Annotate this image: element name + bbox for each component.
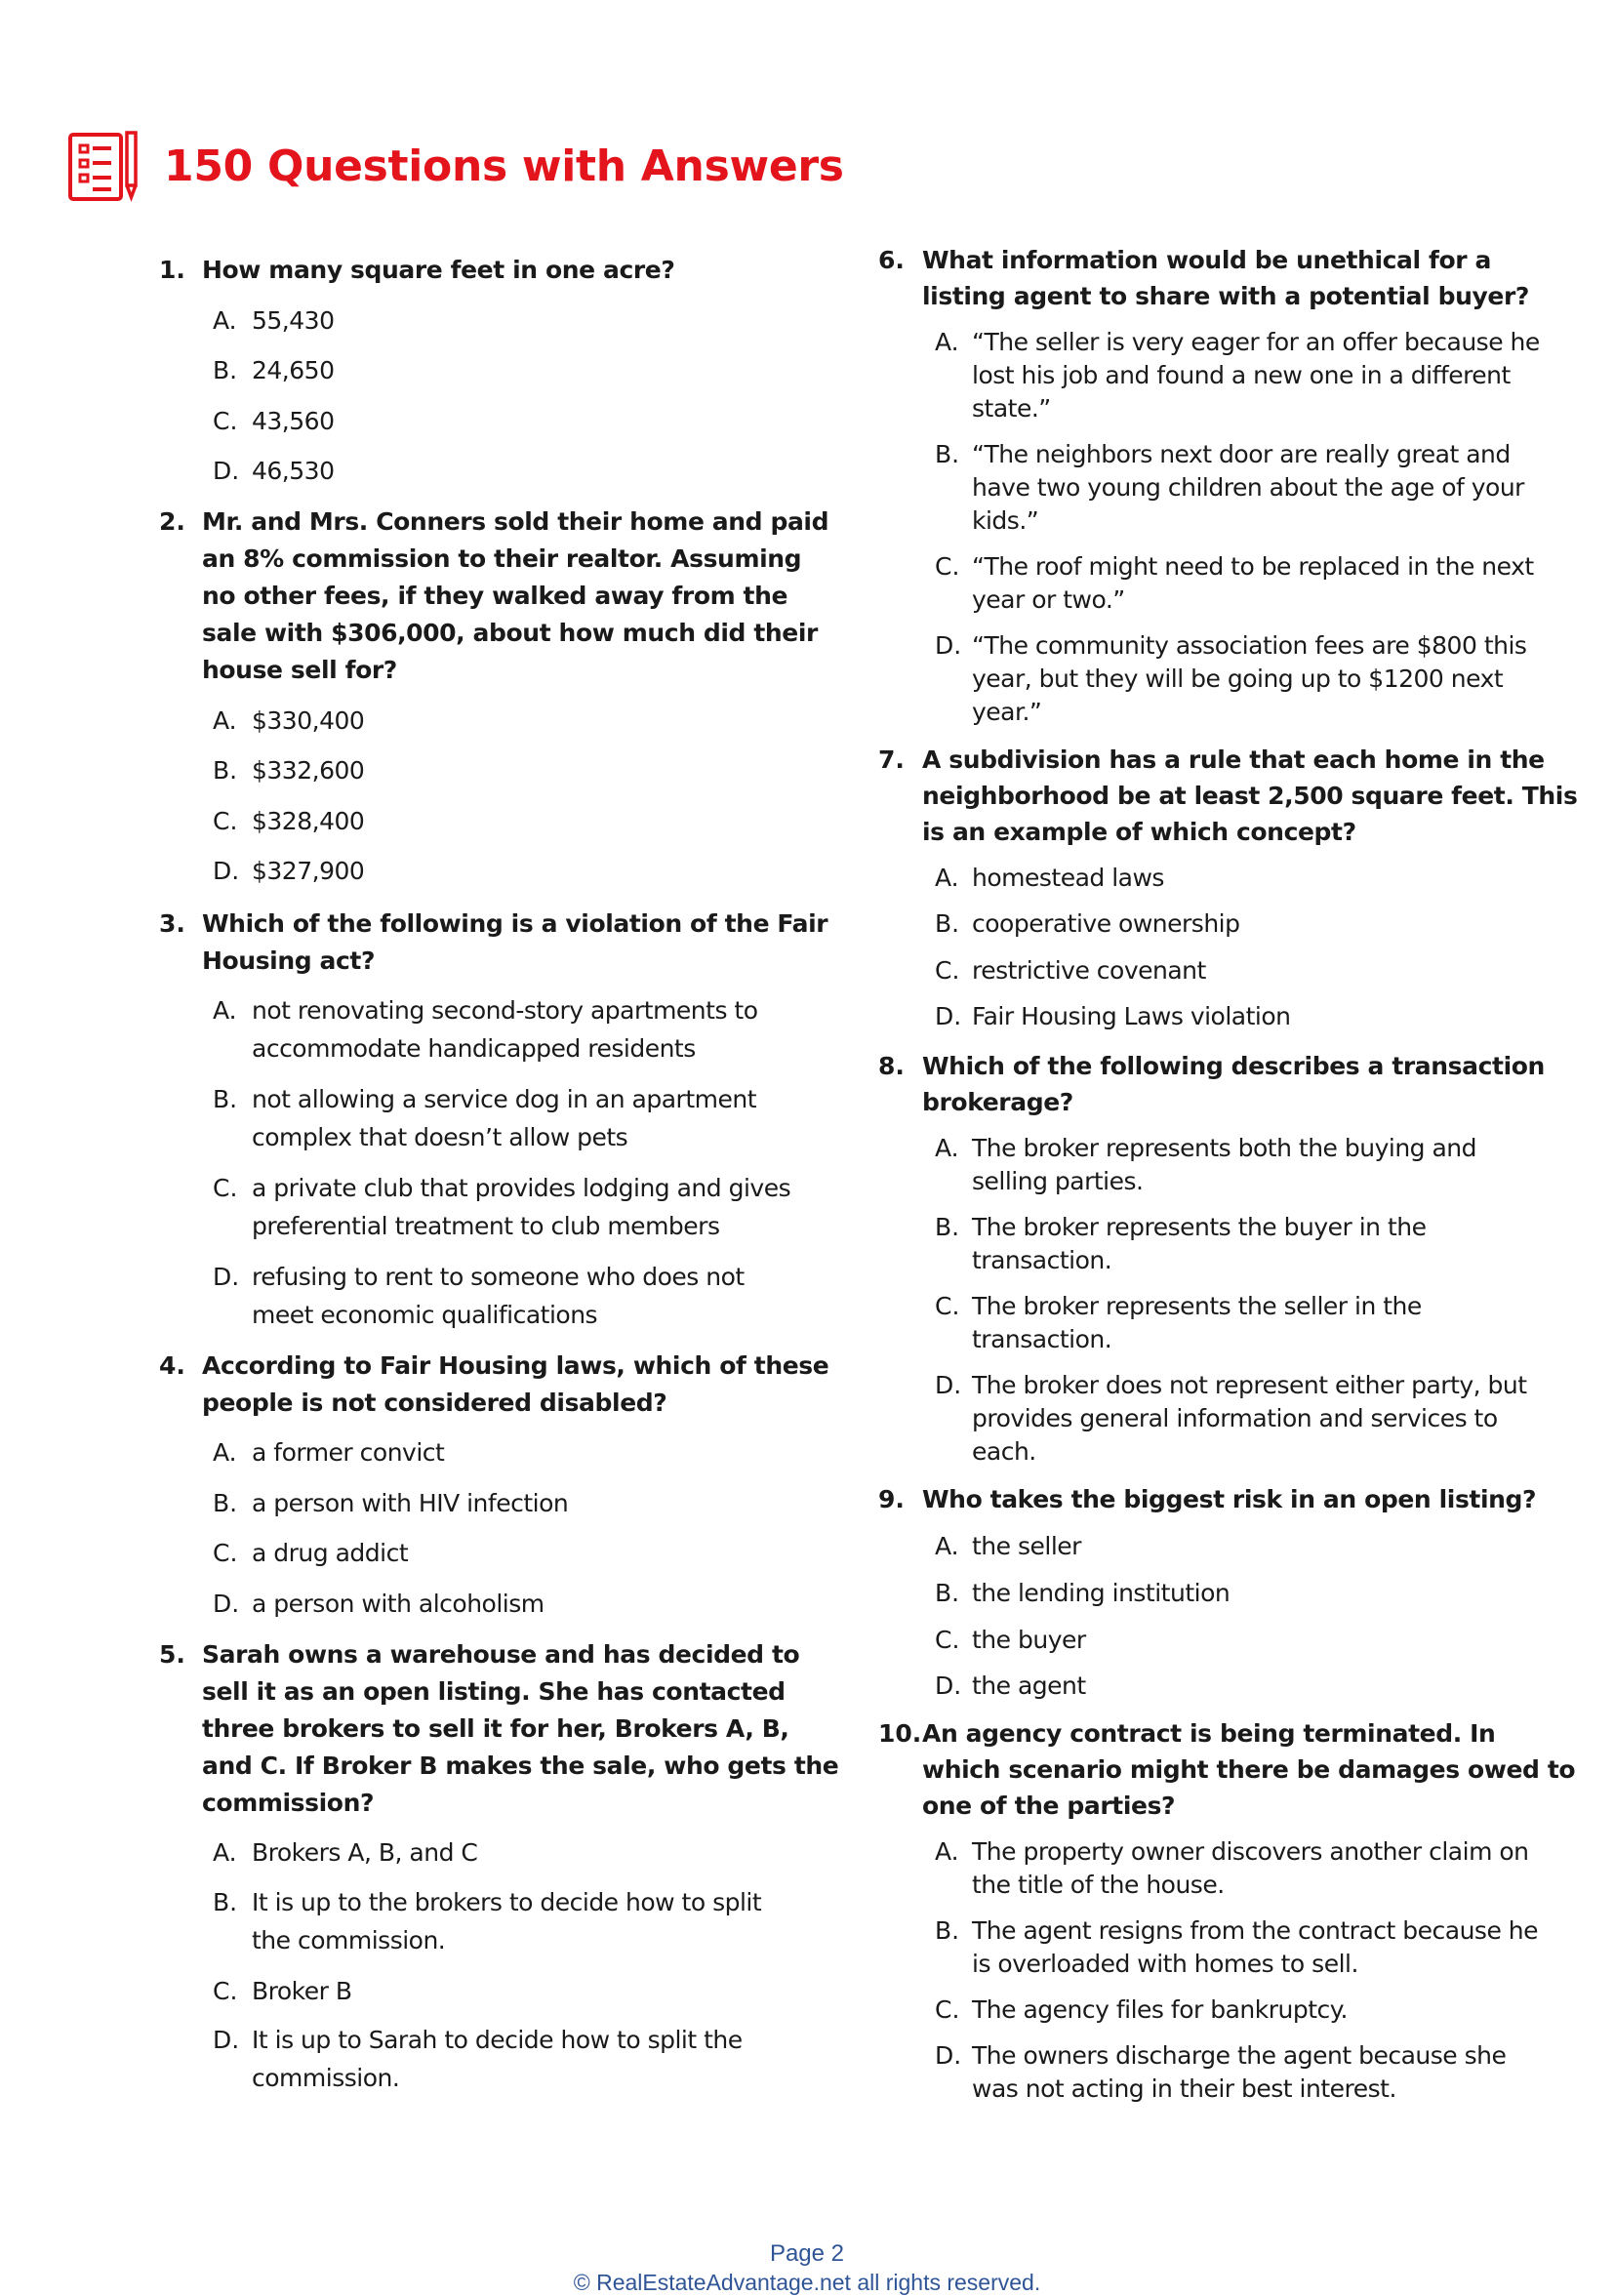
copyright-notice: © RealEstateAdvantage.net all rights reserved. <box>573 2270 1041 2295</box>
option-text: have two young children about the age of your <box>972 473 1524 502</box>
question-text: What information would be unethical for a <box>922 246 1491 274</box>
option-text: a drug addict <box>252 1539 409 1567</box>
document-list-pencil-icon <box>68 129 139 203</box>
question-text: listing agent to share with a potential buyer? <box>922 282 1529 310</box>
option-letter: B. <box>935 1213 960 1241</box>
option-text: The agency files for bankruptcy. <box>972 1995 1348 2024</box>
option-letter: D. <box>935 631 962 660</box>
option-letter: B. <box>935 1579 960 1607</box>
option-text: “The neighbors next door are really great and <box>972 440 1511 468</box>
option-letter: C. <box>935 552 960 581</box>
option-text: refusing to rent to someone who does not <box>252 1263 745 1291</box>
option-text: accommodate handicapped residents <box>252 1034 696 1063</box>
option-letter: A. <box>213 996 237 1025</box>
question-text: sell it as an open listing. She has contacted <box>202 1677 786 1706</box>
option-letter: C. <box>935 956 960 985</box>
option-text: The broker does not represent either party, but <box>972 1371 1527 1399</box>
option-text: year.” <box>972 698 1042 726</box>
option-letter: B. <box>935 909 960 938</box>
option-letter: A. <box>213 306 237 335</box>
option-text: The owners discharge the agent because she <box>972 2041 1507 2070</box>
question-text: no other fees, if they walked away from the <box>202 582 788 610</box>
question-text: Housing act? <box>202 947 376 975</box>
option-letter: A. <box>935 328 959 356</box>
option-text: transaction. <box>972 1325 1112 1353</box>
option-letter: D. <box>935 1002 962 1030</box>
option-text: cooperative ownership <box>972 909 1240 938</box>
option-text: The agent resigns from the contract because he <box>972 1916 1538 1945</box>
option-letter: A. <box>213 1438 237 1467</box>
option-text: was not acting in their best interest. <box>972 2074 1396 2103</box>
option-text: $330,400 <box>252 706 365 735</box>
question-text: neighborhood be at least 2,500 square feet. This <box>922 782 1578 810</box>
page-header <box>68 125 844 207</box>
question-number: 7. <box>878 745 905 774</box>
option-text: Broker B <box>252 1977 352 2005</box>
question-text: house sell for? <box>202 656 397 684</box>
option-text: provides general information and services to <box>972 1404 1498 1432</box>
option-letter: C. <box>213 1539 238 1567</box>
option-letter: D. <box>935 2041 962 2070</box>
option-text: year, but they will be going up to $1200 next <box>972 665 1504 693</box>
question-text: sale with $306,000, about how much did their <box>202 619 818 647</box>
option-letter: A. <box>935 1134 959 1162</box>
option-letter: B. <box>935 440 960 468</box>
option-text: preferential treatment to club members <box>252 1212 720 1240</box>
option-letter: C. <box>935 1995 960 2024</box>
option-text: $327,900 <box>252 857 365 885</box>
question-number: 9. <box>878 1485 905 1513</box>
option-letter: B. <box>213 356 238 384</box>
option-text: homestead laws <box>972 864 1164 892</box>
option-letter: C. <box>213 407 238 435</box>
option-letter: D. <box>935 1672 962 1700</box>
option-letter: D. <box>213 1263 240 1291</box>
option-text: is overloaded with homes to sell. <box>972 1950 1358 1978</box>
option-text: Brokers A, B, and C <box>252 1838 478 1867</box>
option-letter: B. <box>213 1888 238 1916</box>
option-text: complex that doesn’t allow pets <box>252 1123 628 1151</box>
option-text: state.” <box>972 394 1051 423</box>
question-number: 3. <box>159 909 185 938</box>
question-text: brokerage? <box>922 1088 1073 1116</box>
option-letter: D. <box>935 1371 962 1399</box>
option-text: meet economic qualifications <box>252 1301 598 1329</box>
option-text: The property owner discovers another claim on <box>972 1837 1529 1866</box>
question-text: three brokers to sell it for her, Brokers A, B, <box>202 1714 789 1743</box>
option-text: the commission. <box>252 1926 446 1954</box>
question-number: 8. <box>878 1052 905 1080</box>
option-text: the buyer <box>972 1626 1086 1654</box>
option-text: “The roof might need to be replaced in the next <box>972 552 1534 581</box>
option-text: The broker represents both the buying and <box>972 1134 1477 1162</box>
option-text: a former convict <box>252 1438 445 1467</box>
option-text: transaction. <box>972 1246 1112 1274</box>
option-text: the seller <box>972 1532 1081 1560</box>
question-number: 10. <box>878 1719 922 1748</box>
option-text: 55,430 <box>252 306 335 335</box>
option-text: not renovating second-story apartments to <box>252 996 758 1025</box>
option-letter: D. <box>213 2026 240 2054</box>
option-text: not allowing a service dog in an apartment <box>252 1085 757 1113</box>
option-text: The broker represents the seller in the <box>972 1292 1422 1320</box>
option-letter: A. <box>935 1837 959 1866</box>
option-text: lost his job and found a new one in a different <box>972 361 1511 389</box>
page-title: 150 Questions with Answers <box>164 141 844 191</box>
option-text: kids.” <box>972 506 1039 535</box>
option-letter: D. <box>213 857 240 885</box>
option-text: each. <box>972 1437 1036 1466</box>
option-text: the agent <box>972 1672 1086 1700</box>
question-text: is an example of which concept? <box>922 818 1356 846</box>
option-text: 24,650 <box>252 356 335 384</box>
option-letter: D. <box>213 1590 240 1618</box>
option-text: the title of the house. <box>972 1871 1225 1899</box>
question-number: 2. <box>159 507 185 536</box>
question-text: and C. If Broker B makes the sale, who gets the <box>202 1752 839 1780</box>
option-text: 46,530 <box>252 457 335 485</box>
option-letter: B. <box>213 756 238 785</box>
option-letter: C. <box>213 807 238 835</box>
option-letter: B. <box>213 1489 238 1517</box>
question-number: 6. <box>878 246 905 274</box>
option-letter: C. <box>935 1626 960 1654</box>
option-text: restrictive covenant <box>972 956 1206 985</box>
option-letter: C. <box>935 1292 960 1320</box>
option-text: a private club that provides lodging and gives <box>252 1174 791 1202</box>
option-letter: A. <box>213 706 237 735</box>
option-letter: A. <box>935 1532 959 1560</box>
option-text: “The seller is very eager for an offer because he <box>972 328 1540 356</box>
question-text: Who takes the biggest risk in an open listing? <box>922 1485 1537 1513</box>
question-number: 1. <box>159 256 185 284</box>
option-text: Fair Housing Laws violation <box>972 1002 1291 1030</box>
option-text: selling parties. <box>972 1167 1144 1195</box>
option-text: “The community association fees are $800 this <box>972 631 1527 660</box>
question-text: which scenario might there be damages owed to <box>922 1755 1576 1784</box>
option-text: the lending institution <box>972 1579 1231 1607</box>
page-number: Page 2 <box>769 2240 845 2267</box>
option-text: It is up to the brokers to decide how to split <box>252 1888 762 1916</box>
option-letter: B. <box>935 1916 960 1945</box>
option-letter: B. <box>213 1085 238 1113</box>
question-text: An agency contract is being terminated. In <box>922 1719 1496 1748</box>
option-text: a person with alcoholism <box>252 1590 545 1618</box>
question-text: How many square feet in one acre? <box>202 256 675 284</box>
question-text: Mr. and Mrs. Conners sold their home and paid <box>202 507 829 536</box>
question-text: an 8% commission to their realtor. Assuming <box>202 544 802 573</box>
option-text: commission. <box>252 2064 400 2092</box>
question-text: Sarah owns a warehouse and has decided to <box>202 1640 800 1669</box>
option-letter: C. <box>213 1174 238 1202</box>
option-text: year or two.” <box>972 585 1125 614</box>
option-text: 43,560 <box>252 407 335 435</box>
question-text: one of the parties? <box>922 1792 1176 1820</box>
question-number: 4. <box>159 1351 185 1380</box>
question-text: A subdivision has a rule that each home in the <box>922 745 1545 774</box>
question-text: According to Fair Housing laws, which of these <box>202 1351 829 1380</box>
option-text: $328,400 <box>252 807 365 835</box>
question-text: Which of the following is a violation of the Fair <box>202 909 828 938</box>
option-text: It is up to Sarah to decide how to split the <box>252 2026 743 2054</box>
option-text: $332,600 <box>252 756 365 785</box>
question-number: 5. <box>159 1640 185 1669</box>
option-letter: D. <box>213 457 240 485</box>
option-text: a person with HIV infection <box>252 1489 569 1517</box>
question-text: commission? <box>202 1789 375 1817</box>
question-text: people is not considered disabled? <box>202 1389 667 1417</box>
option-letter: A. <box>935 864 959 892</box>
question-text: Which of the following describes a transaction <box>922 1052 1545 1080</box>
option-letter: C. <box>213 1977 238 2005</box>
option-text: The broker represents the buyer in the <box>972 1213 1427 1241</box>
option-letter: A. <box>213 1838 237 1867</box>
